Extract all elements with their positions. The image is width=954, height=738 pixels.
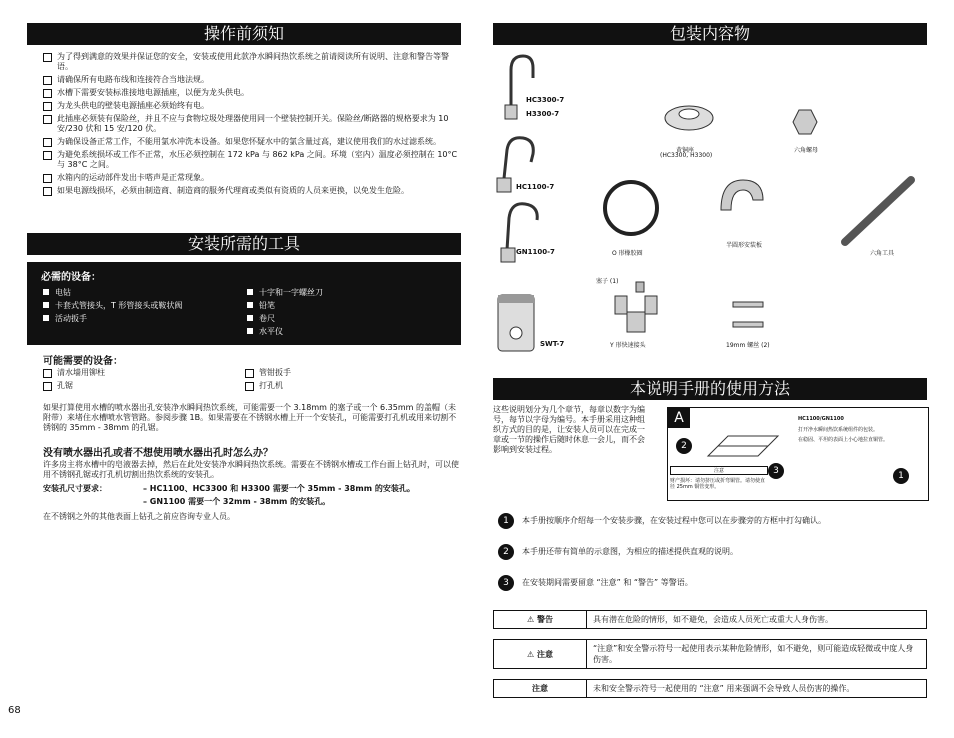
checkbox-icon xyxy=(245,382,254,391)
precaution-text: 此插座必须装有保险丝，并且不应与食物垃圾处理器使用同一个壁装控制开关。保险丝/断路器的规格要求为 10 安/230 伏和 15 安/120 伏。 xyxy=(57,114,449,133)
hole-size-2: – GN1100 需要一个 32mm - 38mm 的安装孔。 xyxy=(143,497,331,506)
tank-icon xyxy=(498,295,534,351)
checkbox-icon xyxy=(245,369,254,378)
checkbox-icon xyxy=(43,174,52,183)
hole-size-label: 安装孔尺寸要求： xyxy=(43,484,107,493)
required-heading: 必需的设备： xyxy=(41,272,101,283)
warning-spacer xyxy=(494,669,927,680)
model-label: SWT-7 xyxy=(540,340,565,348)
step-text: 本手册按顺序介绍每一个安装步骤，在安装过程中您可以在步骤旁的方框中打勾确认。 xyxy=(522,516,826,525)
required-list-2 xyxy=(247,286,323,338)
warning-row xyxy=(494,680,927,698)
hole-size-1: – HC1100、HC3300 和 H3300 需要一个 35mm - 38mm 的安装孔。 xyxy=(143,484,415,493)
checkbox-icon xyxy=(43,89,52,98)
required-item xyxy=(43,312,182,325)
model-label: GN1100-7 xyxy=(516,248,555,256)
optional-heading: 可能需要的设备： xyxy=(43,356,123,367)
warning-label: ⚠ 注意 xyxy=(494,640,587,669)
required-item xyxy=(43,299,182,312)
sample-model: HC1100/GN1100 xyxy=(798,416,844,422)
checkbox-icon xyxy=(43,151,52,160)
optional-item-text: 孔锯 xyxy=(57,381,73,390)
bullet-square-icon xyxy=(43,289,49,295)
sample-section-letter: A xyxy=(668,408,690,428)
sample-caution: 财产损坏：请勿挤压或折弯铜管。请勿使直径 25mm 铜管变形。 xyxy=(670,478,766,490)
section-title-contents: 包装内容物 xyxy=(493,23,927,45)
required-item-text: 活动扳手 xyxy=(55,314,87,323)
optional-list-2 xyxy=(245,368,291,394)
precaution-item xyxy=(43,52,459,72)
bullet-square-icon xyxy=(43,302,49,308)
sample-line-1: 打开净水瞬间热饮系统组件的包装。 xyxy=(798,427,879,433)
y-connector-icon xyxy=(615,296,657,332)
sample-note: 注意 xyxy=(670,466,768,475)
required-item xyxy=(43,286,182,299)
part-label: 黄铜座 xyxy=(676,147,695,154)
precaution-item xyxy=(43,137,459,147)
optional-item xyxy=(43,368,105,378)
required-item-text: 铅笔 xyxy=(259,301,275,310)
warning-spacer xyxy=(494,629,927,640)
optional-item xyxy=(245,368,291,378)
warning-label: 注意 xyxy=(494,680,587,698)
optional-item xyxy=(245,381,291,391)
bullet-square-icon xyxy=(43,315,49,321)
warning-text: 未和安全警示符号一起使用的 “注意” 用来强调不会导致人员伤害的操作。 xyxy=(587,680,927,698)
precaution-text: 水箱内的运动部件发出卡嗒声是正常现象。 xyxy=(57,173,209,182)
required-item xyxy=(247,299,323,312)
model-label: H3300-7 xyxy=(526,110,560,118)
brass-seat-icon xyxy=(665,106,713,130)
required-item xyxy=(247,286,323,299)
model-label: HC1100-7 xyxy=(516,183,555,191)
step-text: 本手册还带有简单的示意图，为相应的描述提供直观的说明。 xyxy=(522,547,738,556)
checkbox-icon xyxy=(43,102,52,111)
warning-row xyxy=(494,640,927,669)
checkbox-icon xyxy=(43,369,52,378)
plug-icon xyxy=(636,282,644,292)
step-number-badge: 3 xyxy=(498,575,514,591)
warning-table xyxy=(493,610,927,698)
optional-item xyxy=(43,381,105,391)
sample-line-2: 在稳固、平坦的表面上小心地拉直铜管。 xyxy=(798,437,889,443)
checkbox-icon xyxy=(43,115,52,124)
bullet-square-icon xyxy=(247,302,253,308)
hex-nut-icon xyxy=(793,110,817,134)
sample-num-2: 2 xyxy=(676,438,692,454)
required-list-1 xyxy=(43,286,182,325)
bullet-square-icon xyxy=(247,328,253,334)
optional-item-text: 管钳扳手 xyxy=(259,368,291,377)
required-item xyxy=(247,325,323,338)
section-title-how-to-use: 本说明手册的使用方法 xyxy=(493,378,927,400)
page-number: 68 xyxy=(8,705,21,716)
precaution-text: 请确保所有电路布线和连接符合当地法规。 xyxy=(57,75,209,84)
precaution-item xyxy=(43,186,459,196)
part-label: Y 形快速接头 xyxy=(610,342,646,349)
sample-page-illustration xyxy=(667,407,929,501)
part-label: 六角工具 xyxy=(870,250,895,257)
part-label: (HC3300, H3300) xyxy=(660,152,713,159)
precaution-item xyxy=(43,150,459,170)
required-item xyxy=(247,312,323,325)
optional-item-text: 清水墙用铆柱 xyxy=(57,368,105,377)
required-item-text: 水平仪 xyxy=(259,327,283,336)
precaution-item xyxy=(43,101,459,111)
section-title-tools: 安装所需的工具 xyxy=(27,233,461,255)
required-item-text: 十字和一字螺丝刀 xyxy=(259,288,323,297)
mounting-plate-icon xyxy=(721,180,763,210)
checkbox-icon xyxy=(43,187,52,196)
precaution-text: 为龙头供电的壁装电源插座必须始终有电。 xyxy=(57,101,209,110)
required-equipment-panel xyxy=(27,262,461,345)
precaution-item xyxy=(43,173,459,183)
step-number-badge: 2 xyxy=(498,544,514,560)
required-item-text: 卡套式管接头，T 形管接头或鞍状阀 xyxy=(55,301,183,310)
checkbox-icon xyxy=(43,76,52,85)
sample-num-1: 1 xyxy=(893,468,909,484)
precaution-list xyxy=(43,52,459,199)
part-label: 塞子 (1) xyxy=(596,278,619,285)
stopper-paragraph: 如果打算使用水槽的喷水器出孔安装净水瞬间热饮系统，可能需要一个 3.18mm 的塞子或一个 6.35mm 的盖帽（未附带）来堵住水槽喷水管管路。参阅步骤 1B。如果需要在不锈钢水槽上开一个安装孔，可能需要打孔机或用来切割不锈钢的 35mm - 38mm 的孔锯。 xyxy=(43,403,457,432)
step-number-badge: 1 xyxy=(498,513,514,529)
checkbox-icon xyxy=(43,138,52,147)
sample-num-3: 3 xyxy=(768,463,784,479)
part-label: 六角螺母 xyxy=(794,147,819,154)
precaution-text: 水槽下需要安装标准接地电源插座，以便为龙头供电。 xyxy=(57,88,249,97)
o-ring-icon xyxy=(605,182,657,234)
optional-item-text: 打孔机 xyxy=(259,381,283,390)
checkbox-icon xyxy=(43,382,52,391)
precaution-item xyxy=(43,88,459,98)
precaution-text: 如果电源线损坏，必须由制造商、制造商的服务代理商或类似有资质的人员来更换，以免发生危险。 xyxy=(57,186,409,195)
step-text: 在安装期间需要留意 “注意” 和 “警告” 等警语。 xyxy=(522,578,693,587)
warning-row xyxy=(494,611,927,629)
bullet-square-icon xyxy=(247,289,253,295)
checkbox-icon xyxy=(43,53,52,62)
manual-intro: 这些说明划分为几个章节，每章以数字为编号，每节以字母为编号。本手册采用这种组织方式的目的是，让安装人员可以在完成一章或一节的操作后随时休息一会儿，而不会影响到安装过程。 xyxy=(493,405,645,454)
warning-text: “注意”和安全警示符号一起使用表示某种危险情形，如不避免，则可能造成轻微或中度人身伤害。 xyxy=(587,640,927,669)
part-label: 半圆形安装板 xyxy=(726,242,763,249)
optional-list-1 xyxy=(43,368,105,394)
sample-diagram-icon xyxy=(698,416,788,466)
precaution-item xyxy=(43,114,459,134)
precaution-text: 为确保设备正常工作，不能用氯水冲洗本设备。如果您怀疑水中的氯含量过高，建议使用我们的水过滤系统。 xyxy=(57,137,441,146)
warning-text: 具有潜在危险的情形，如不避免，会造成人员死亡或重大人身伤害。 xyxy=(587,611,927,629)
model-label: HC3300-7 xyxy=(526,96,565,104)
consult-professional-note: 在不锈钢之外的其他表面上钻孔之前应咨询专业人员。 xyxy=(43,512,235,521)
no-sprayer-heading: 没有喷水器出孔或者不想使用喷水器出孔时怎么办？ xyxy=(43,448,273,459)
hex-tool-icon xyxy=(845,180,911,242)
soap-dispenser-paragraph: 许多房主将水槽中的皂液器去掉，然后在此处安装净水瞬间热饮系统。需要在不锈钢水槽或工作台面上钻孔时，可以使用不锈钢孔锯或打孔机切割出热饮系统的安装孔。 xyxy=(43,460,459,479)
part-label: 19mm 螺丝 (2) xyxy=(726,342,770,349)
required-item-text: 卷尺 xyxy=(259,314,275,323)
precaution-item xyxy=(43,75,459,85)
bullet-square-icon xyxy=(247,315,253,321)
warning-label: ⚠ 警告 xyxy=(494,611,587,629)
required-item-text: 电钻 xyxy=(55,288,71,297)
precaution-text: 为避免系统损坏或工作不正常，水压必须控制在 172 kPa 与 862 kPa 之间。环境（室内）温度必须控制在 10°C 与 38°C 之间。 xyxy=(57,150,458,169)
precaution-text: 为了得到满意的效果并保证您的安全，安装或使用此款净水瞬间热饮系统之前请阅读所有说明、注意和警告等警语。 xyxy=(57,52,449,71)
screws-icon xyxy=(733,302,763,327)
part-label: O 形橡胶圈 xyxy=(612,250,643,257)
section-title-before-operation: 操作前须知 xyxy=(27,23,461,45)
